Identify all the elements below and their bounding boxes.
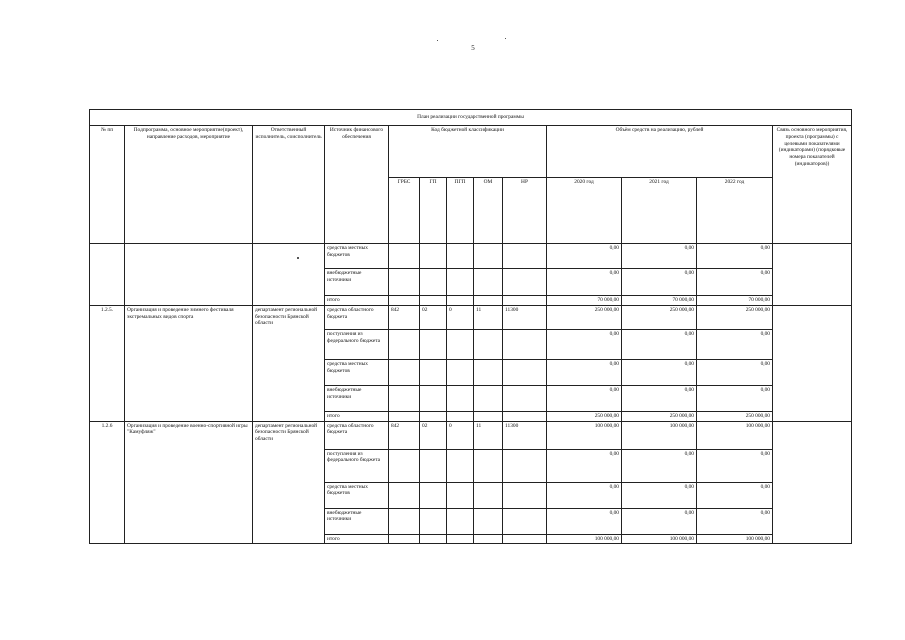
source-cell: средства местных бюджетов [325, 482, 389, 508]
source-cell: средства областного бюджета [325, 421, 389, 449]
header-om: ОМ [474, 178, 503, 244]
item-name: Организация и проведение военно-спортивной игры "Камуфляж" [125, 421, 253, 544]
value-2020: 250 000,00 [547, 411, 622, 421]
header-2020: 2020 год [547, 178, 622, 244]
value-2022: 0,00 [697, 359, 773, 385]
header-executor: Ответственный исполнитель, соисполнитель [253, 126, 325, 244]
item-number: 1.2.5. [90, 305, 125, 421]
num-cell [90, 244, 125, 306]
table-title: План реализации государственной программы [90, 110, 852, 126]
source-cell: поступления из федерального бюджета [325, 449, 389, 482]
executor-cell [253, 244, 325, 306]
source-cell: итого [325, 534, 389, 544]
source-cell: внебюджетные источники [325, 508, 389, 534]
table-row [90, 305, 852, 329]
scan-speck [437, 40, 438, 41]
value-2020: 0,00 [547, 508, 622, 534]
source-cell: итого [325, 296, 389, 306]
value-2020: 100 000,00 [547, 534, 622, 544]
value-2020: 250 000,00 [547, 305, 622, 329]
source-cell: внебюджетные источники [325, 269, 389, 296]
value-2022: 250 000,00 [697, 411, 773, 421]
value-2020: 0,00 [547, 449, 622, 482]
pgp-cell: 0 [447, 305, 474, 329]
link-cell [773, 305, 852, 421]
plan-table [89, 109, 852, 544]
om-cell: 11 [474, 305, 503, 329]
value-2022: 250 000,00 [697, 305, 773, 329]
gp-cell: 02 [420, 305, 447, 329]
value-2022: 0,00 [697, 449, 773, 482]
header-budget-code: Код бюджетной классификации [389, 126, 547, 178]
header-gp: ГП [420, 178, 447, 244]
link-cell [773, 244, 852, 306]
value-2020: 0,00 [547, 359, 622, 385]
value-2020: 100 000,00 [547, 421, 622, 449]
header-subprogram: Подпрограмма, основное мероприятие(проект), направление расходов, мероприятие [125, 126, 253, 244]
value-2020: 0,00 [547, 244, 622, 269]
source-cell: итого [325, 411, 389, 421]
value-2022: 70 000,00 [697, 296, 773, 306]
header-source: Источник финансового обеспечения [325, 126, 389, 244]
value-2022: 100 000,00 [697, 534, 773, 544]
header-num: № пп [90, 126, 125, 244]
value-2022: 0,00 [697, 482, 773, 508]
gp-cell: 02 [420, 421, 447, 449]
header-pgp: ПГП [447, 178, 474, 244]
value-2021: 0,00 [622, 244, 697, 269]
value-2020: 0,00 [547, 482, 622, 508]
value-2020: 0,00 [547, 385, 622, 411]
value-2022: 0,00 [697, 385, 773, 411]
source-cell: средства областного бюджета [325, 305, 389, 329]
value-2021: 100 000,00 [622, 534, 697, 544]
table-row [90, 421, 852, 449]
value-2021: 0,00 [622, 329, 697, 359]
header-2021: 2021 год [622, 178, 697, 244]
value-2021: 0,00 [622, 482, 697, 508]
pgp-cell: 0 [447, 421, 474, 449]
header-volumes: Объём средств на реализацию, рублей [547, 126, 773, 178]
source-cell: поступления из федерального бюджета [325, 329, 389, 359]
name-cell [125, 244, 253, 306]
header-grbs: ГРБС [389, 178, 420, 244]
page-number: 5 [471, 44, 475, 52]
value-2020: 70 000,00 [547, 296, 622, 306]
value-2021: 250 000,00 [622, 305, 697, 329]
header-link: Связь основного мероприятия, проекта (программы) с целевыми показателями (индикаторами) (порядковые номера показателей (индикаторов)) [773, 126, 852, 244]
value-2022: 0,00 [697, 329, 773, 359]
value-2021: 0,00 [622, 385, 697, 411]
value-2022: 0,00 [697, 269, 773, 296]
item-number: 1.2.6 [90, 421, 125, 544]
value-2021: 0,00 [622, 359, 697, 385]
source-cell: внебюджетные источники [325, 385, 389, 411]
om-cell: 11 [474, 421, 503, 449]
value-2021: 0,00 [622, 449, 697, 482]
grbs-cell: 842 [389, 305, 420, 329]
value-2020: 0,00 [547, 269, 622, 296]
source-cell: средства местных бюджетов [325, 244, 389, 269]
item-executor: департамент региональной безопасности Брянской области [253, 421, 325, 544]
scan-speck [505, 38, 506, 39]
link-cell [773, 421, 852, 544]
grbs-cell: 842 [389, 421, 420, 449]
source-cell: средства местных бюджетов [325, 359, 389, 385]
nr-cell: 11300 [503, 305, 547, 329]
header-nr: НР [503, 178, 547, 244]
value-2022: 0,00 [697, 508, 773, 534]
value-2021: 70 000,00 [622, 296, 697, 306]
item-name: Организация и проведение зимнего фестиваля экстремальных видов спорта [125, 305, 253, 421]
value-2021: 250 000,00 [622, 411, 697, 421]
value-2021: 100 000,00 [622, 421, 697, 449]
item-executor: департамент региональной безопасности Брянской области [253, 305, 325, 421]
value-2020: 0,00 [547, 329, 622, 359]
nr-cell: 11300 [503, 421, 547, 449]
value-2022: 0,00 [697, 244, 773, 269]
value-2022: 100 000,00 [697, 421, 773, 449]
table-row [90, 244, 852, 269]
header-2022: 2022 год [697, 178, 773, 244]
value-2021: 0,00 [622, 269, 697, 296]
value-2021: 0,00 [622, 508, 697, 534]
